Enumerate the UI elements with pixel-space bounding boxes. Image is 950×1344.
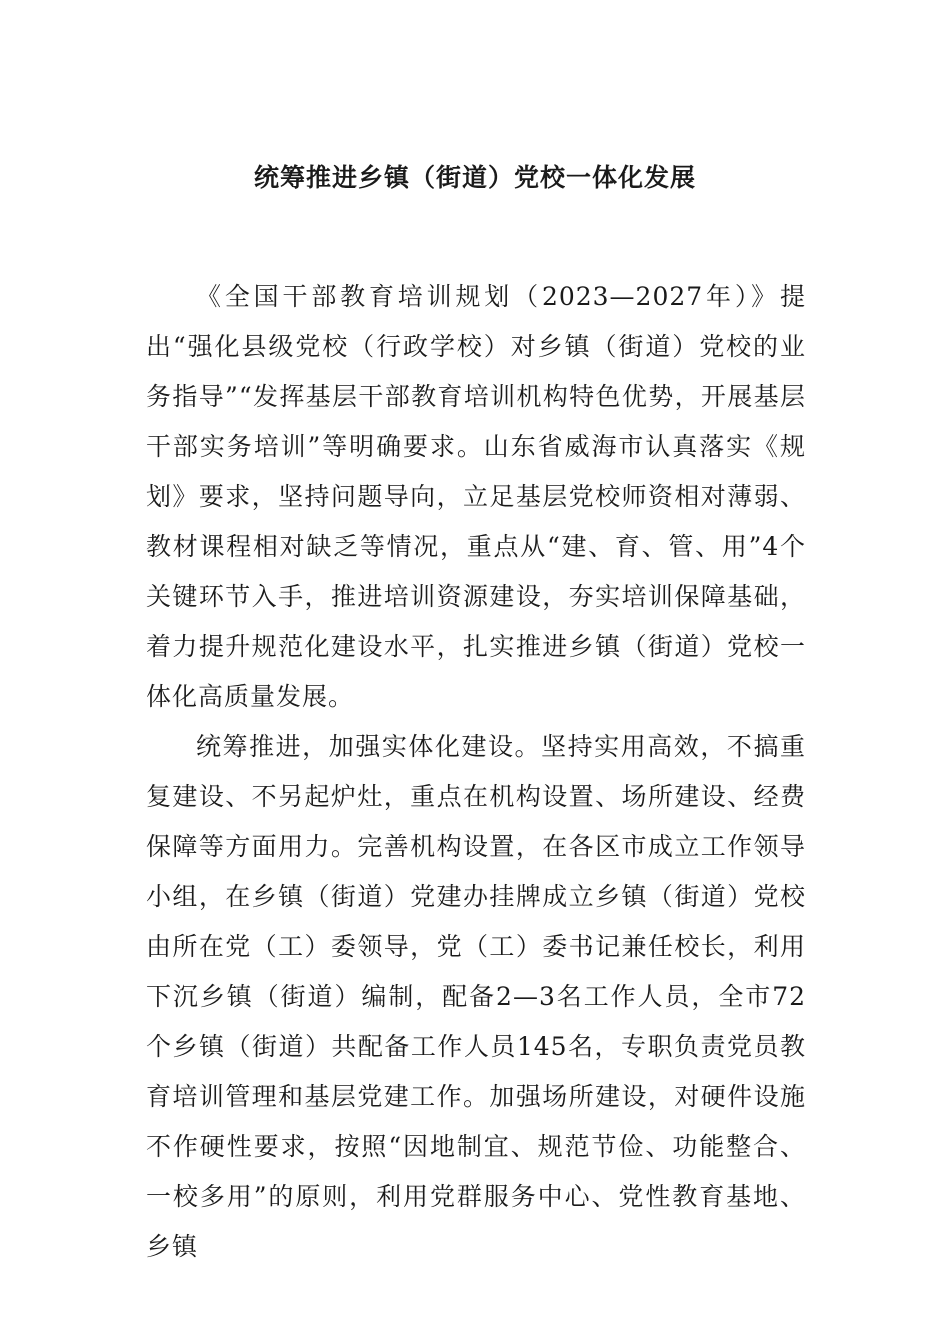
- paragraph-overall-planning: 统筹推进，加强实体化建设。坚持实用高效，不搞重复建设、不另起炉灶，重点在机构设置、场所建设、经费保障等方面用力。完善机构设置，在各区市成立工作领导小组，在乡镇（街道）党建办挂牌成立乡镇（街道）党校由所在党（工）委领导，党（工）委书记兼任校长，利用下沉乡镇（街道）编制，配备2—3名工作人员，全市72个乡镇（街道）共配备工作人员145名，专职负责党员教育培训管理和基层党建工作。加强场所建设，对硬件设施不作硬性要求，按照“因地制宜、规范节俭、功能整合、一校多用”的原则，利用党群服务中心、党性教育基地、乡镇: [146, 732, 806, 1261]
- document-title: 统筹推进乡镇（街道）党校一体化发展: [253, 163, 696, 192]
- document-body: [146, 272, 806, 1272]
- paragraph-intro: 《全国干部教育培训规划（2023—2027年）》提出“强化县级党校（行政学校）对乡镇（街道）党校的业务指导”“发挥基层干部教育培训机构特色优势，开展基层干部实务培训”等明确要求。山东省威海市认真落实《规划》要求，坚持问题导向，立足基层党校师资相对薄弱、教材课程相对缺乏等情况，重点从“建、育、管、用”4个关键环节入手，推进培训资源建设，夯实培训保障基础，着力提升规范化建设水平，扎实推进乡镇（街道）党校一体化高质量发展。: [146, 282, 806, 711]
